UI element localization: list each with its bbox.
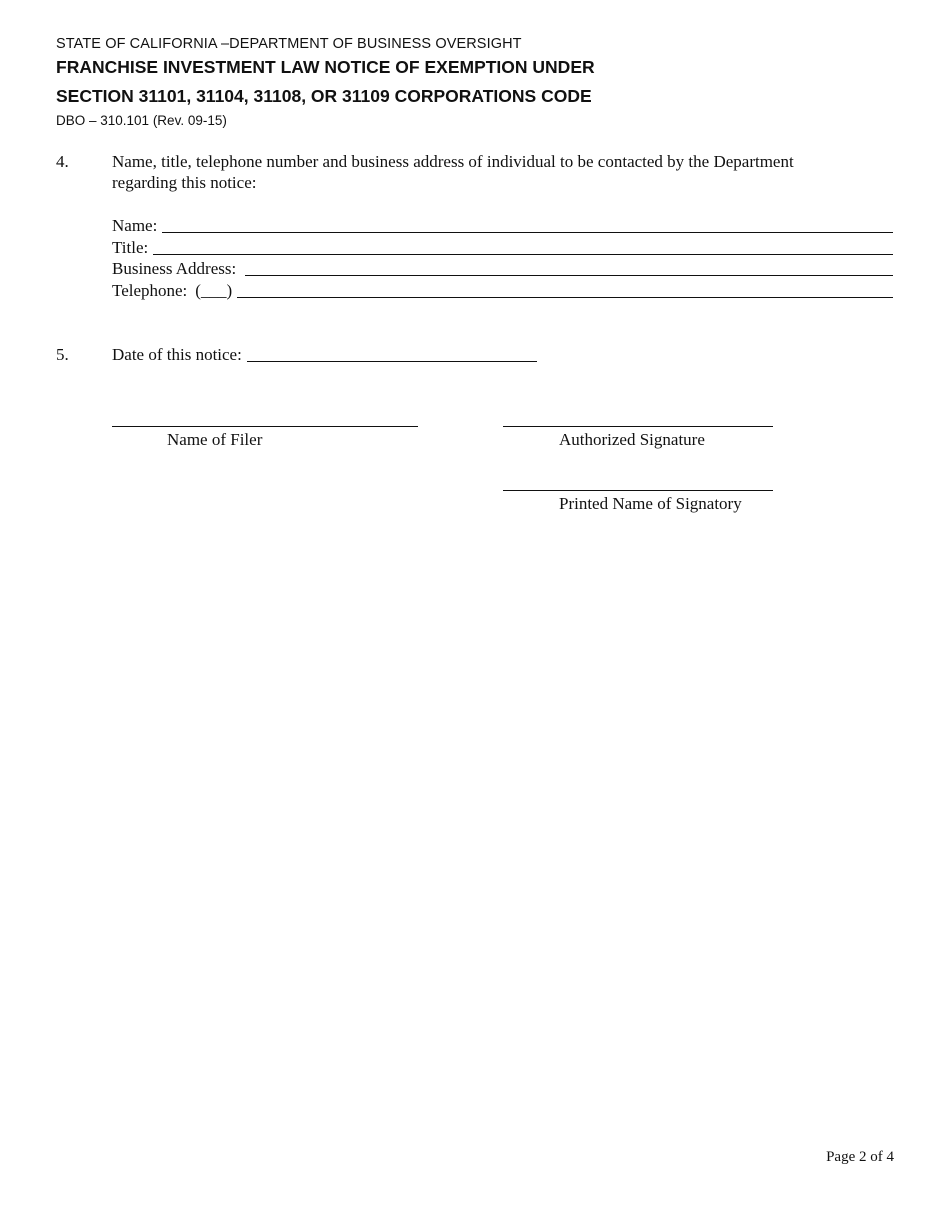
area-code-blank[interactable]: (___)	[195, 281, 233, 300]
form-title-line-2: SECTION 31101, 31104, 31108, OR 31109 CORPORATIONS CODE	[56, 86, 592, 106]
contact-name-blank[interactable]	[162, 217, 893, 233]
contact-name-label: Name:	[112, 216, 158, 235]
printed-name-line[interactable]	[503, 490, 773, 491]
form-id: DBO – 310.101 (Rev. 09-15)	[56, 113, 227, 128]
item-4-number: 4.	[56, 152, 69, 171]
notice-date-field[interactable]	[112, 345, 537, 365]
telephone-field[interactable]	[112, 281, 893, 301]
contact-title-field[interactable]	[112, 238, 893, 258]
business-address-label: Business Address:	[112, 259, 237, 278]
filer-name-label: Name of Filer	[167, 430, 263, 449]
printed-name-label: Printed Name of Signatory	[559, 494, 742, 513]
business-address-blank[interactable]	[245, 260, 893, 276]
item-4-text-line-1: Name, title, telephone number and business address of individual to be contacted by the Department	[112, 152, 794, 171]
filer-name-line[interactable]	[112, 426, 418, 427]
item-4-text-line-2: regarding this notice:	[112, 173, 257, 192]
notice-date-label: Date of this notice:	[112, 345, 242, 364]
authorized-signature-line[interactable]	[503, 426, 773, 427]
authorized-signature-label: Authorized Signature	[559, 430, 705, 449]
form-title-line-1: FRANCHISE INVESTMENT LAW NOTICE OF EXEMPTION UNDER	[56, 57, 595, 77]
business-address-field[interactable]	[112, 259, 893, 279]
telephone-label: Telephone:	[112, 281, 188, 300]
agency-line: STATE OF CALIFORNIA –DEPARTMENT OF BUSINESS OVERSIGHT	[56, 36, 522, 52]
contact-title-blank[interactable]	[153, 239, 893, 255]
notice-date-blank[interactable]	[247, 346, 537, 362]
contact-title-label: Title:	[112, 238, 149, 257]
item-5-number: 5.	[56, 345, 69, 364]
contact-name-field[interactable]	[112, 216, 893, 236]
telephone-blank[interactable]	[237, 282, 893, 298]
page-number: Page 2 of 4	[826, 1149, 894, 1165]
